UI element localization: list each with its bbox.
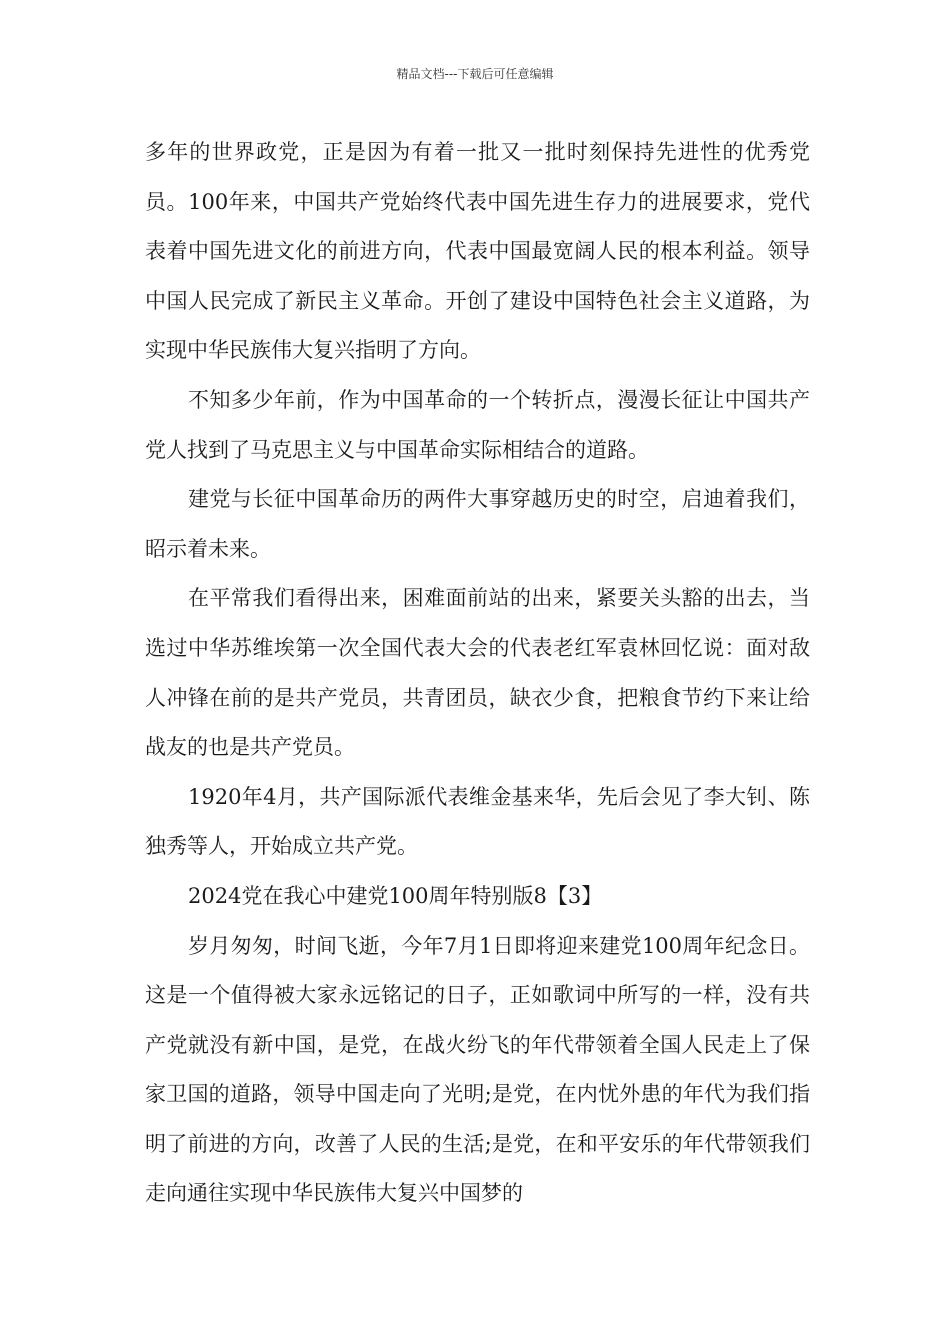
section-heading: 2024党在我心中建党100周年特别版8【3】 xyxy=(188,883,603,908)
page-header: 精品文档---下载后可任意编辑 xyxy=(396,67,554,81)
paragraph: 岁月匆匆，时间飞逝，今年7月1日即将迎来建党100周年纪念日。这是一个值得被大家永远铭记的日子，正如歌词中所写的一样，没有共产党就没有新中国，是党，在战火纷飞的年代带领着全国人民走上了保家卫国的道路，领导中国走向了光明;是党，在内忧外患的年代为我们指明了前进的方向，改善了人民的生活;是党，在和平安乐的年代带领我们走向通往实现中华民族伟大复兴中国梦的 xyxy=(145,933,810,1206)
paragraph: 不知多少年前，作为中国革命的一个转折点，漫漫长征让中国共产党人找到了马克思主义与中国革命实际相结合的道路。 xyxy=(145,387,810,462)
paragraph: 1920年4月，共产国际派代表维金基来华，先后会见了李大钊、陈独秀等人，开始成立共产党。 xyxy=(145,784,810,859)
paragraph: 多年的世界政党，正是因为有着一批又一批时刻保持先进性的优秀党员。100年来，中国共产党始终代表中国先进生存力的进展要求，党代表着中国先进文化的前进方向，代表中国最宽阔人民的根本利益。领导中国人民完成了新民主义革命。开创了建设中国特色社会主义道路，为实现中华民族伟大复兴指明了方向。 xyxy=(145,140,810,363)
paragraph: 建党与长征中国革命历的两件大事穿越历史的时空，启迪着我们，昭示着未来。 xyxy=(145,487,810,561)
document-body xyxy=(145,128,810,1219)
paragraph: 在平常我们看得出来，困难面前站的出来，紧要关头豁的出去，当选过中华苏维埃第一次全国代表大会的代表老红军袁林回忆说：面对敌人冲锋在前的是共产党员，共青团员，缺衣少食，把粮食节约下来让给战友的也是共产党员。 xyxy=(145,586,810,760)
